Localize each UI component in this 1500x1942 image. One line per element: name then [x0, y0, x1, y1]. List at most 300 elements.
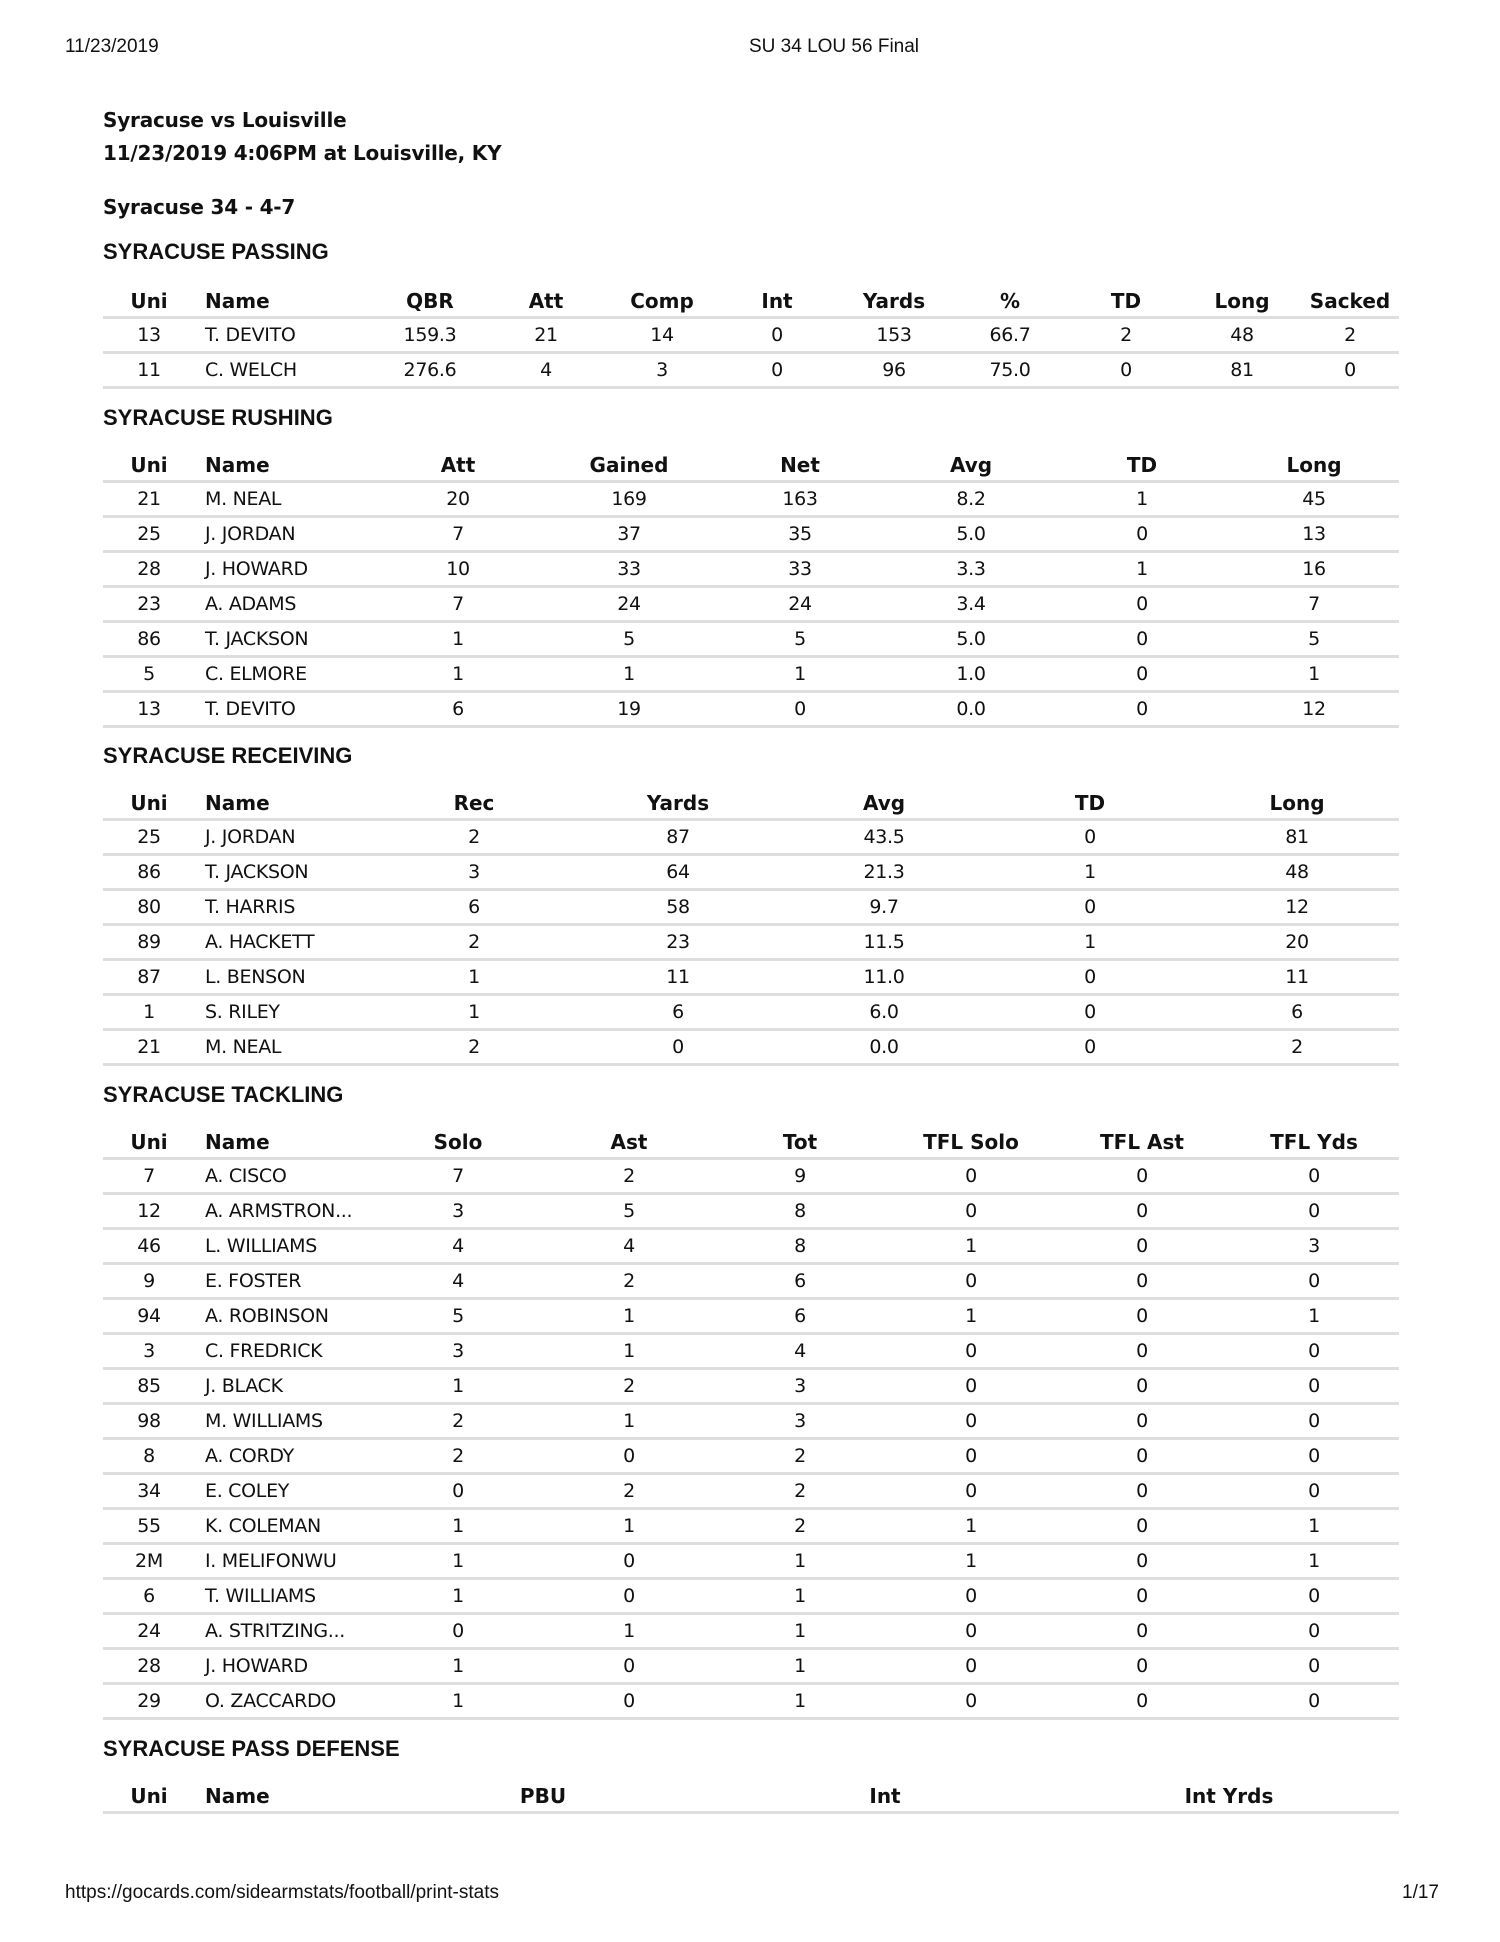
stat-cell: 4 — [623, 1235, 635, 1257]
stat-cell: 1 — [794, 1620, 806, 1642]
stat-cell: 0 — [1344, 359, 1356, 381]
stat-cell: 7 — [452, 1165, 464, 1187]
stat-cell: 0 — [1084, 966, 1096, 988]
stat-cell: 1 — [623, 1305, 635, 1327]
player-name-cell: S. RILEY — [205, 1001, 280, 1023]
stat-cell: 1 — [143, 1001, 155, 1023]
table-header-row — [103, 1127, 1399, 1160]
stat-cell: 2 — [623, 1270, 635, 1292]
table-row — [103, 1031, 1399, 1066]
stat-cell: 24 — [788, 593, 812, 615]
player-name-cell: J. HOWARD — [205, 1655, 308, 1677]
table-row — [103, 1580, 1399, 1615]
stat-cell: 55 — [137, 1515, 161, 1537]
stat-cell: 23 — [137, 593, 161, 615]
column-header: Comp — [630, 289, 694, 313]
table-row — [103, 1230, 1399, 1265]
stat-cell: 8 — [794, 1200, 806, 1222]
stat-cell: 2 — [623, 1480, 635, 1502]
player-name-cell: A. ADAMS — [205, 593, 297, 615]
player-name-cell: A. HACKETT — [205, 931, 315, 953]
stat-cell: 33 — [617, 558, 641, 580]
stat-cell: 0 — [623, 1655, 635, 1677]
stat-cell: 5 — [1308, 628, 1320, 650]
stat-cell: 2 — [623, 1165, 635, 1187]
player-name-cell: A. ARMSTRON... — [205, 1200, 353, 1222]
stat-cell: 1 — [468, 966, 480, 988]
stat-cell: 75.0 — [989, 359, 1031, 381]
table-row — [103, 856, 1399, 891]
stat-cell: 1 — [452, 628, 464, 650]
column-header: TFL Solo — [923, 1130, 1019, 1154]
player-name-cell: E. FOSTER — [205, 1270, 302, 1292]
stat-cell: 1.0 — [956, 663, 986, 685]
stat-cell: 25 — [137, 523, 161, 545]
column-header: Int — [761, 289, 793, 313]
stat-cell: 2 — [1120, 324, 1132, 346]
stat-cell: 3 — [794, 1410, 806, 1432]
stat-cell: 276.6 — [403, 359, 457, 381]
stat-cell: 0 — [1136, 1235, 1148, 1257]
stat-cell: 4 — [452, 1270, 464, 1292]
stat-cell: 1 — [1084, 931, 1096, 953]
print-header-title: SU 34 LOU 56 Final — [749, 36, 920, 57]
table-row — [103, 354, 1399, 389]
stat-cell: 9 — [143, 1270, 155, 1292]
stat-cell: 11.5 — [863, 931, 905, 953]
stat-cell: 0 — [965, 1410, 977, 1432]
stat-cell: 0 — [1136, 1305, 1148, 1327]
column-header: PBU — [519, 1784, 567, 1808]
stat-cell: 1 — [1136, 558, 1148, 580]
table-row — [103, 1685, 1399, 1720]
stat-cell: 0.0 — [956, 698, 986, 720]
stat-cell: 0 — [965, 1620, 977, 1642]
tackling-table — [103, 1127, 1399, 1720]
player-name-cell: T. JACKSON — [205, 628, 309, 650]
stat-cell: 2 — [468, 1036, 480, 1058]
stat-cell: 0 — [1308, 1340, 1320, 1362]
stat-cell: 5 — [143, 663, 155, 685]
stat-cell: 45 — [1302, 488, 1326, 510]
table-row — [103, 588, 1399, 623]
receiving-section-title: SYRACUSE RECEIVING — [103, 743, 353, 768]
stat-cell: 21 — [137, 1036, 161, 1058]
stat-cell: 0 — [965, 1340, 977, 1362]
table-row — [103, 926, 1399, 961]
stat-cell: 0 — [1308, 1620, 1320, 1642]
stat-cell: 16 — [1302, 558, 1326, 580]
stat-cell: 8.2 — [956, 488, 986, 510]
stat-cell: 12 — [1302, 698, 1326, 720]
stat-cell: 0 — [1136, 1620, 1148, 1642]
stat-cell: 1 — [1084, 861, 1096, 883]
table-row — [103, 1265, 1399, 1300]
player-name-cell: T. JACKSON — [205, 861, 309, 883]
column-header: Solo — [433, 1130, 483, 1154]
stat-cell: 3 — [1308, 1235, 1320, 1257]
table-row — [103, 1475, 1399, 1510]
stat-cell: 0 — [965, 1690, 977, 1712]
stat-cell: 94 — [137, 1305, 161, 1327]
stat-cell: 2M — [135, 1550, 163, 1572]
stat-cell: 0 — [1136, 1480, 1148, 1502]
tackling-section-title: SYRACUSE TACKLING — [103, 1082, 344, 1107]
column-header: Ast — [610, 1130, 648, 1154]
stat-cell: 28 — [137, 1655, 161, 1677]
stat-cell: 2 — [468, 931, 480, 953]
column-header: Avg — [949, 453, 993, 477]
player-name-cell: O. ZACCARDO — [205, 1690, 336, 1712]
stat-cell: 98 — [137, 1410, 161, 1432]
table-row — [103, 891, 1399, 926]
stat-cell: 0 — [1084, 1001, 1096, 1023]
stat-cell: 3 — [143, 1340, 155, 1362]
stat-cell: 1 — [965, 1305, 977, 1327]
stat-cell: 80 — [137, 896, 161, 918]
column-header: Name — [205, 1784, 270, 1808]
stat-cell: 3.4 — [956, 593, 986, 615]
stat-cell: 0 — [965, 1655, 977, 1677]
stat-cell: 0 — [1308, 1585, 1320, 1607]
stat-cell: 2 — [623, 1375, 635, 1397]
player-name-cell: C. WELCH — [205, 359, 297, 381]
stat-cell: 48 — [1285, 861, 1309, 883]
stat-cell: 85 — [137, 1375, 161, 1397]
column-header: Uni — [130, 453, 168, 477]
stat-cell: 0 — [1136, 1340, 1148, 1362]
stat-cell: 0 — [1308, 1445, 1320, 1467]
stat-cell: 0 — [1136, 1585, 1148, 1607]
print-footer-page: 1/17 — [1402, 1882, 1439, 1903]
stat-cell: 1 — [965, 1515, 977, 1537]
table-header-row — [103, 286, 1399, 319]
column-header: % — [999, 289, 1021, 313]
stat-cell: 0 — [1308, 1165, 1320, 1187]
pass-defense-table — [103, 1781, 1399, 1814]
table-row — [103, 658, 1399, 693]
column-header: Tot — [782, 1130, 818, 1154]
player-name-cell: T. WILLIAMS — [205, 1585, 316, 1607]
stat-cell: 0 — [623, 1690, 635, 1712]
stat-cell: 35 — [788, 523, 812, 545]
stat-cell: 2 — [1291, 1036, 1303, 1058]
stat-cell: 21 — [137, 488, 161, 510]
stat-cell: 0 — [1136, 628, 1148, 650]
stat-cell: 43.5 — [863, 826, 905, 848]
stat-cell: 1 — [965, 1235, 977, 1257]
column-header: Uni — [130, 289, 168, 313]
table-header-row — [103, 450, 1399, 483]
table-row — [103, 623, 1399, 658]
stat-cell: 33 — [788, 558, 812, 580]
stat-cell: 8 — [794, 1235, 806, 1257]
stat-cell: 46 — [137, 1235, 161, 1257]
stat-cell: 6 — [794, 1305, 806, 1327]
column-header: TD — [1110, 289, 1142, 313]
stat-cell: 8 — [143, 1445, 155, 1467]
stat-cell: 3 — [452, 1340, 464, 1362]
column-header: Long — [1269, 791, 1325, 815]
stat-cell: 19 — [617, 698, 641, 720]
player-name-cell: M. WILLIAMS — [205, 1410, 323, 1432]
stat-cell: 0 — [452, 1620, 464, 1642]
rushing-table — [103, 450, 1399, 728]
table-row — [103, 1405, 1399, 1440]
column-header: TD — [1126, 453, 1158, 477]
stat-cell: 12 — [137, 1200, 161, 1222]
column-header: Net — [780, 453, 820, 477]
stat-cell: 2 — [794, 1480, 806, 1502]
stat-cell: 81 — [1230, 359, 1254, 381]
table-row — [103, 961, 1399, 996]
stat-cell: 1 — [623, 663, 635, 685]
stat-cell: 0 — [672, 1036, 684, 1058]
player-name-cell: T. HARRIS — [205, 896, 296, 918]
stat-cell: 29 — [137, 1690, 161, 1712]
stat-cell: 1 — [1308, 663, 1320, 685]
table-row — [103, 1615, 1399, 1650]
stat-cell: 20 — [1285, 931, 1309, 953]
stat-cell: 7 — [452, 523, 464, 545]
table-row — [103, 1195, 1399, 1230]
stat-cell: 1 — [623, 1515, 635, 1537]
stat-cell: 4 — [452, 1235, 464, 1257]
player-name-cell: J. JORDAN — [205, 826, 296, 848]
table-row — [103, 1160, 1399, 1195]
stat-cell: 0 — [623, 1445, 635, 1467]
player-name-cell: C. ELMORE — [205, 663, 307, 685]
player-name-cell: J. JORDAN — [205, 523, 296, 545]
stat-cell: 23 — [666, 931, 690, 953]
stat-cell: 25 — [137, 826, 161, 848]
stat-cell: 13 — [137, 698, 161, 720]
column-header: Gained — [589, 453, 669, 477]
stat-cell: 0 — [1308, 1480, 1320, 1502]
player-name-cell: M. NEAL — [205, 1036, 282, 1058]
stat-cell: 1 — [794, 1655, 806, 1677]
stat-cell: 6 — [672, 1001, 684, 1023]
stat-cell: 20 — [446, 488, 470, 510]
stat-cell: 0 — [452, 1480, 464, 1502]
column-header: Long — [1286, 453, 1342, 477]
stat-cell: 7 — [452, 593, 464, 615]
stat-cell: 11 — [1285, 966, 1309, 988]
stat-cell: 0 — [1136, 1165, 1148, 1187]
stat-cell: 1 — [623, 1620, 635, 1642]
table-row — [103, 1335, 1399, 1370]
stat-cell: 1 — [1308, 1515, 1320, 1537]
stat-cell: 48 — [1230, 324, 1254, 346]
player-name-cell: A. STRITZING... — [205, 1620, 345, 1642]
stat-cell: 34 — [137, 1480, 161, 1502]
player-name-cell: T. DEVITO — [205, 698, 296, 720]
table-header-row — [103, 1781, 1399, 1814]
table-row — [103, 1650, 1399, 1685]
column-header: Avg — [862, 791, 906, 815]
stat-cell: 0 — [794, 698, 806, 720]
stat-cell: 0 — [965, 1480, 977, 1502]
table-row — [103, 1510, 1399, 1545]
stat-cell: 0 — [1308, 1375, 1320, 1397]
stat-cell: 0 — [1136, 1515, 1148, 1537]
player-name-cell: M. NEAL — [205, 488, 282, 510]
column-header: Sacked — [1309, 289, 1391, 313]
stat-cell: 0 — [1136, 1375, 1148, 1397]
stat-cell: 2 — [452, 1445, 464, 1467]
column-header: Int — [869, 1784, 901, 1808]
stat-cell: 10 — [446, 558, 470, 580]
stat-cell: 4 — [540, 359, 552, 381]
column-header: Int Yrds — [1184, 1784, 1274, 1808]
column-header: QBR — [406, 289, 454, 313]
column-header: Uni — [130, 1784, 168, 1808]
stat-cell: 0 — [1136, 523, 1148, 545]
stat-cell: 0 — [1308, 1270, 1320, 1292]
stat-cell: 7 — [143, 1165, 155, 1187]
stat-cell: 21.3 — [863, 861, 905, 883]
column-header: Name — [205, 453, 270, 477]
stat-cell: 1 — [452, 1550, 464, 1572]
team-score-record: Syracuse 34 - 4-7 — [103, 195, 296, 219]
stat-cell: 1 — [794, 1585, 806, 1607]
stat-cell: 11 — [666, 966, 690, 988]
stat-cell: 0 — [1136, 1445, 1148, 1467]
stat-cell: 9.7 — [869, 896, 899, 918]
stat-cell: 0 — [1136, 1550, 1148, 1572]
stat-cell: 7 — [1308, 593, 1320, 615]
stat-cell: 1 — [1308, 1305, 1320, 1327]
table-row — [103, 693, 1399, 728]
stat-cell: 169 — [611, 488, 647, 510]
stat-cell: 28 — [137, 558, 161, 580]
game-datetime-location: 11/23/2019 4:06PM at Louisville, KY — [103, 141, 502, 165]
table-row — [103, 996, 1399, 1031]
column-header: TD — [1074, 791, 1106, 815]
stat-cell: 3 — [452, 1200, 464, 1222]
column-header: Uni — [130, 1130, 168, 1154]
stat-cell: 81 — [1285, 826, 1309, 848]
player-name-cell: A. CISCO — [205, 1165, 287, 1187]
pass-defense-section-title: SYRACUSE PASS DEFENSE — [103, 1736, 400, 1761]
table-header-row — [103, 788, 1399, 821]
passing-section-title: SYRACUSE PASSING — [103, 239, 329, 264]
stat-cell: 66.7 — [989, 324, 1031, 346]
stat-cell: 2 — [452, 1410, 464, 1432]
table-row — [103, 483, 1399, 518]
stat-cell: 0 — [1136, 1270, 1148, 1292]
player-name-cell: J. BLACK — [205, 1375, 283, 1397]
stat-cell: 13 — [137, 324, 161, 346]
stat-cell: 6.0 — [869, 1001, 899, 1023]
stat-cell: 21 — [534, 324, 558, 346]
stat-cell: 2 — [468, 826, 480, 848]
passing-table — [103, 286, 1399, 389]
stat-cell: 0.0 — [869, 1036, 899, 1058]
column-header: Att — [440, 453, 476, 477]
player-name-cell: E. COLEY — [205, 1480, 290, 1502]
stat-cell: 159.3 — [403, 324, 457, 346]
column-header: Long — [1214, 289, 1270, 313]
stat-cell: 1 — [623, 1410, 635, 1432]
stat-cell: 0 — [1136, 593, 1148, 615]
stat-cell: 0 — [965, 1165, 977, 1187]
stat-cell: 153 — [876, 324, 912, 346]
stat-cell: 0 — [1136, 698, 1148, 720]
column-header: Yards — [646, 791, 710, 815]
player-name-cell: L. BENSON — [205, 966, 306, 988]
stat-cell: 24 — [137, 1620, 161, 1642]
stat-cell: 3 — [794, 1375, 806, 1397]
player-name-cell: T. DEVITO — [205, 324, 296, 346]
player-name-cell: A. ROBINSON — [205, 1305, 329, 1327]
stat-cell: 6 — [468, 896, 480, 918]
print-header-date: 11/23/2019 — [65, 36, 159, 57]
stat-cell: 1 — [1308, 1550, 1320, 1572]
stat-cell: 3.3 — [956, 558, 986, 580]
stat-cell: 37 — [617, 523, 641, 545]
stat-cell: 1 — [794, 1550, 806, 1572]
table-row — [103, 1370, 1399, 1405]
stat-cell: 13 — [1302, 523, 1326, 545]
stat-cell: 86 — [137, 861, 161, 883]
table-row — [103, 553, 1399, 588]
player-name-cell: L. WILLIAMS — [205, 1235, 317, 1257]
table-row — [103, 1300, 1399, 1335]
stat-cell: 87 — [666, 826, 690, 848]
column-header: Name — [205, 1130, 270, 1154]
stat-cell: 64 — [666, 861, 690, 883]
stat-cell: 6 — [452, 698, 464, 720]
column-header: TFL Yds — [1270, 1130, 1358, 1154]
column-header: TFL Ast — [1100, 1130, 1184, 1154]
stat-cell: 5 — [623, 1200, 635, 1222]
player-name-cell: K. COLEMAN — [205, 1515, 321, 1537]
stat-cell: 6 — [1291, 1001, 1303, 1023]
stat-cell: 0 — [1308, 1655, 1320, 1677]
column-header: Rec — [453, 791, 495, 815]
table-row — [103, 1440, 1399, 1475]
stat-cell: 0 — [623, 1585, 635, 1607]
stat-cell: 0 — [1308, 1690, 1320, 1712]
stat-cell: 0 — [1308, 1410, 1320, 1432]
stat-cell: 0 — [1136, 1410, 1148, 1432]
stat-cell: 1 — [452, 1515, 464, 1537]
column-header: Yards — [862, 289, 926, 313]
stat-cell: 0 — [1120, 359, 1132, 381]
table-row — [103, 821, 1399, 856]
table-row — [103, 319, 1399, 354]
game-title: Syracuse vs Louisville — [103, 108, 347, 132]
stat-cell: 96 — [882, 359, 906, 381]
stat-cell: 89 — [137, 931, 161, 953]
stat-cell: 1 — [965, 1550, 977, 1572]
stat-cell: 11.0 — [863, 966, 905, 988]
stat-cell: 5 — [623, 628, 635, 650]
stat-cell: 6 — [794, 1270, 806, 1292]
stat-cell: 6 — [143, 1585, 155, 1607]
table-row — [103, 1545, 1399, 1580]
stat-cell: 1 — [794, 663, 806, 685]
stat-cell: 0 — [965, 1585, 977, 1607]
player-name-cell: I. MELIFONWU — [205, 1550, 337, 1572]
stat-cell: 0 — [1084, 1036, 1096, 1058]
stat-cell: 3 — [656, 359, 668, 381]
stat-cell: 0 — [1136, 1655, 1148, 1677]
stat-cell: 24 — [617, 593, 641, 615]
player-name-cell: C. FREDRICK — [205, 1340, 323, 1362]
stat-cell: 5 — [794, 628, 806, 650]
